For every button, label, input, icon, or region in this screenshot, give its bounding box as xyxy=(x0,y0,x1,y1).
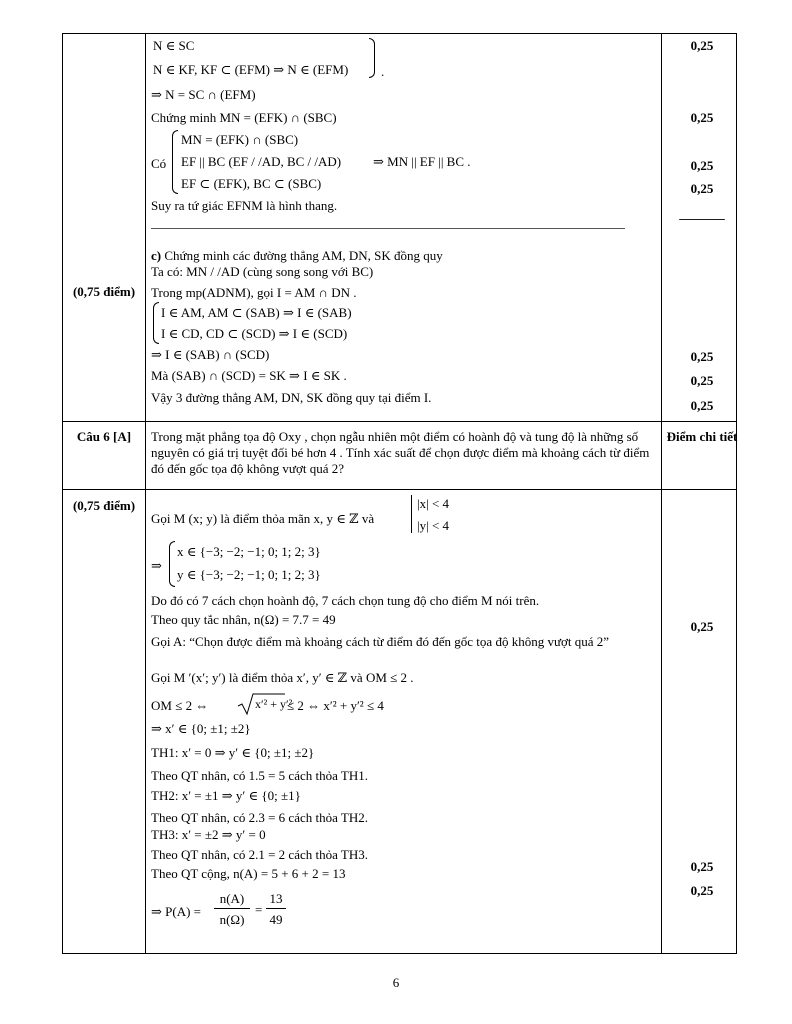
math-line: I ∈ AM, AM ⊂ (SAB) ⇒ I ∈ (SAB) xyxy=(161,305,352,320)
score-column-header: Điểm chi tiết xyxy=(666,429,738,444)
math-line: EF ⊂ (EFK), BC ⊂ (SBC) xyxy=(181,176,322,191)
math-line: ⇒ N = SC ∩ (EFM) xyxy=(151,87,256,102)
fraction-bar xyxy=(214,908,250,909)
score: 0,25 xyxy=(690,883,714,898)
math-line: ≤ 2 ⇔ x′² + y′² ≤ 4 xyxy=(287,698,384,713)
math-line: TH1: x′ = 0 ⇒ y′ ∈ {0; ±1; ±2} xyxy=(151,745,315,760)
math-line: Gọi A: “Chọn được điểm mà khoảng cách từ điểm đó đến gốc tọa độ không vượt quá 2” xyxy=(151,634,610,649)
math-line: Theo QT nhân, có 1.5 = 5 cách thỏa TH1. xyxy=(151,768,368,783)
math-line: N ∈ SC xyxy=(153,38,195,53)
math-line: ⇒ x′ ∈ {0; ±1; ±2} xyxy=(151,721,251,736)
math-line: TH3: x′ = ±2 ⇒ y′ = 0 xyxy=(151,827,266,842)
math-line: Suy ra tứ giác EFNM là hình thang. xyxy=(151,198,338,213)
math-line: x ∈ {−3; −2; −1; 0; 1; 2; 3} xyxy=(177,544,321,559)
fraction-numerator: n(A) xyxy=(219,891,245,906)
math-line: OM ≤ 2 ⇔ xyxy=(151,698,209,713)
right-brace xyxy=(369,38,375,78)
column-divider xyxy=(661,34,662,953)
math-line: Mà (SAB) ∩ (SCD) = SK ⇒ I ∈ SK . xyxy=(151,368,347,383)
part-c-points-label: (0,75 điểm) xyxy=(72,284,136,299)
math-line: Do đó có 7 cách chọn hoành độ, 7 cách chọn tung độ cho điểm M nói trên. xyxy=(151,593,540,608)
math-line: Theo quy tắc nhân, n(Ω) = 7.7 = 49 xyxy=(151,612,336,627)
math-line: MN = (EFK) ∩ (SBC) xyxy=(181,132,299,147)
score: 0,25 xyxy=(690,38,714,53)
math-line: Theo QT cộng, n(A) = 5 + 6 + 2 = 13 xyxy=(151,866,346,881)
fraction-denominator: n(Ω) xyxy=(219,912,245,927)
math-line: x′² + y′² xyxy=(255,697,293,711)
score: 0,25 xyxy=(690,398,714,413)
math-line: N ∈ KF, KF ⊂ (EFM) ⇒ N ∈ (EFM) xyxy=(153,62,349,77)
score: 0,25 xyxy=(690,619,714,634)
math-line: . xyxy=(381,64,385,79)
left-brace xyxy=(153,302,159,344)
math-line: = xyxy=(255,902,263,917)
score: 0,25 xyxy=(690,110,714,125)
math-line: TH2: x′ = ±1 ⇒ y′ ∈ {0; ±1} xyxy=(151,788,301,803)
left-brace xyxy=(169,541,175,587)
part-c-title-text: Chứng minh các đường thẳng AM, DN, SK đồng quy xyxy=(161,248,443,263)
column-divider xyxy=(145,34,146,953)
score: 0,25 xyxy=(690,181,714,196)
math-line: I ∈ CD, CD ⊂ (SCD) ⇒ I ∈ (SCD) xyxy=(161,326,348,341)
score-divider: _______ xyxy=(679,206,725,221)
score: 0,25 xyxy=(690,158,714,173)
math-line: |y| < 4 xyxy=(417,518,450,533)
page-number: 6 xyxy=(392,975,400,990)
fraction-numerator: 13 xyxy=(269,891,283,906)
math-line: Gọi M (x; y) là điểm thỏa mãn x, y ∈ ℤ và xyxy=(151,511,375,526)
answer-table xyxy=(62,33,737,954)
answer-6-points-label: (0,75 điểm) xyxy=(72,498,136,513)
fraction-denominator: 49 xyxy=(269,912,283,927)
score: 0,25 xyxy=(690,349,714,364)
math-line: Vậy 3 đường thẳng AM, DN, SK đồng quy tại điểm I. xyxy=(151,390,432,405)
math-line: Chứng minh MN = (EFK) ∩ (SBC) xyxy=(151,110,337,125)
math-line: ⇒ xyxy=(151,558,162,573)
math-line: Theo QT nhân, có 2.3 = 6 cách thỏa TH2. xyxy=(151,810,368,825)
question-6-label: Câu 6 [A] xyxy=(76,429,132,444)
math-line: |x| < 4 xyxy=(417,496,450,511)
score: 0,25 xyxy=(690,859,714,874)
math-line: Theo QT nhân, có 2.1 = 2 cách thỏa TH3. xyxy=(151,847,368,862)
row-divider xyxy=(63,489,736,490)
math-line: Có xyxy=(151,156,167,171)
math-line: Ta có: MN / /AD (cùng song song với BC) xyxy=(151,264,374,279)
math-line: EF || BC (EF / /AD, BC / /AD) xyxy=(181,154,342,169)
math-line: ⇒ MN || EF || BC . xyxy=(373,154,471,169)
part-c-prefix: c) xyxy=(151,248,162,263)
math-line: ⇒ P(A) = xyxy=(151,904,202,919)
separator-line xyxy=(151,228,625,229)
math-line: y ∈ {−3; −2; −1; 0; 1; 2; 3} xyxy=(177,567,321,582)
math-line: Gọi M ′(x′; y′) là điểm thỏa x′, y′ ∈ ℤ và OM ≤ 2 . xyxy=(151,670,414,685)
left-brace xyxy=(411,495,412,533)
row-divider xyxy=(63,421,736,422)
score: 0,25 xyxy=(690,373,714,388)
left-brace xyxy=(172,130,178,194)
math-line: Trong mp(ADNM), gọi I = AM ∩ DN . xyxy=(151,285,357,300)
fraction-bar xyxy=(266,908,286,909)
math-line: ⇒ I ∈ (SAB) ∩ (SCD) xyxy=(151,347,270,362)
part-c-title xyxy=(151,248,443,264)
question-6-text: Trong mặt phẳng tọa độ Oxy , chọn ngẫu nhiên một điểm có hoành độ và tung độ là những số nguyên có giá trị tuyệt đối bé hơn 4 . Tính xác suất để chọn được điểm mà khoảng cách từ điểm đó đến gốc tọa độ không vượt quá 2? xyxy=(151,429,650,476)
